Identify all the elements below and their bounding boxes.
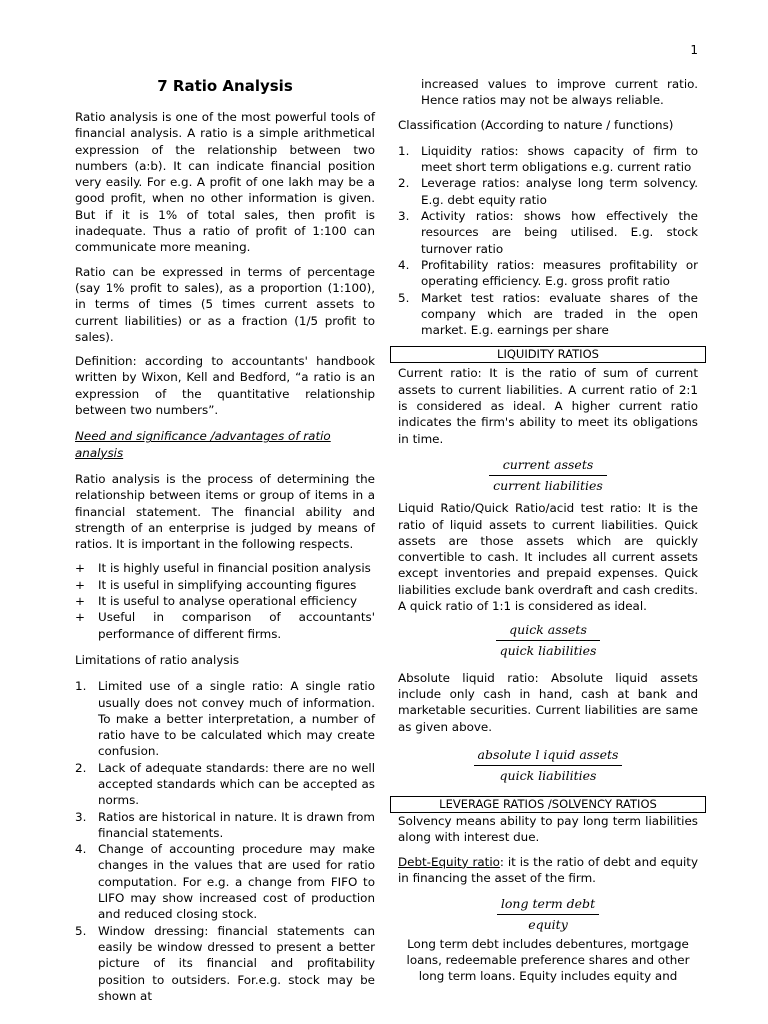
- list-item: 3. Activity ratios: shows how effectively the resources are being utilised. E.g. stock turnover ratio: [398, 209, 698, 256]
- plus-bullet-icon: +: [75, 577, 85, 592]
- intro-paragraph-1: Ratio analysis is one of the most powerful tools of financial analysis. A ratio is a simple arithmetical expression of the relationship between two numbers (a:b). It can indicate financial position very easily. For e.g. A profit of one lakh may be a good profit, when no other information is given. But if it is 1% of total sales, then profit is inadequate. Thus a ratio of profit of 1:100 can communicate more meaning.: [75, 110, 375, 255]
- list-item: 2. Lack of adequate standards: there are no well accepted standards which can be accepted as norms.: [75, 760, 375, 808]
- definition-paragraph: Definition: according to accountants' handbook written by Wixon, Kell and Bedford, “a ratio is an expression of the quantitative relationship between two numbers”.: [75, 354, 375, 418]
- classification-list: [398, 143, 698, 339]
- formula-numerator: long term debt: [497, 896, 599, 915]
- continuation-paragraph: increased values to improve current ratio. Hence ratios may not be always reliable.: [421, 77, 698, 108]
- list-item: 2. Leverage ratios: analyse long term solvency. E.g. debt equity ratio: [398, 176, 698, 207]
- advantages-list: [75, 560, 375, 641]
- debt-equity-label: Debt-Equity ratio: [398, 854, 500, 869]
- need-heading: Need and significance /advantages of ratio analysis: [75, 429, 331, 460]
- limitations-list: [75, 678, 375, 1004]
- formula-denominator: current liabilities: [493, 477, 603, 493]
- left-column: [75, 76, 375, 1012]
- solvency-paragraph: Solvency means ability to pay long term liabilities along with interest due.: [398, 814, 698, 845]
- quick-ratio-paragraph: Liquid Ratio/Quick Ratio/acid test ratio: It is the ratio of liquid assets to current liabilities. Quick assets are those assets which are quickly convertible to cash. It includes all current assets except inventories and prepaid expenses. Quick liabilities exclude bank overdraft and cash credits. A quick ratio of 1:1 is considered as ideal.: [398, 501, 698, 614]
- list-item: 4. Profitability ratios: measures profitability or operating efficiency. E.g. gross profit ratio: [398, 257, 698, 289]
- absolute-ratio-formula: [398, 747, 698, 784]
- current-ratio-formula: [398, 457, 698, 494]
- formula-denominator: quick liabilities: [499, 767, 597, 783]
- quick-ratio-formula: [398, 622, 698, 659]
- page-title: 7 Ratio Analysis: [157, 77, 293, 95]
- current-ratio-paragraph: Current ratio: It is the ratio of sum of current assets to current liabilities. A current ratio of 2:1 is considered as ideal. A higher current ratio indicates the firm's ability to meet its obligations in time.: [398, 366, 698, 446]
- formula-denominator: quick liabilities: [499, 643, 597, 659]
- plus-bullet-icon: +: [75, 610, 85, 625]
- formula-numerator: absolute l iquid assets: [474, 747, 623, 766]
- liquidity-ratios-heading: LIQUIDITY RATIOS: [390, 346, 706, 363]
- list-item: + It is highly useful in financial position analysis: [75, 561, 371, 576]
- intro-paragraph-2: Ratio can be expressed in terms of percentage (say 1% profit to sales), as a proportion (1:100), in terms of times (5 times current assets to current liabilities) or as a fraction (1/5 profit to sales).: [75, 264, 375, 344]
- closing-paragraph: Long term debt includes debentures, mortgage loans, redeemable preference shares and other long term loans. Equity includes equity and: [406, 936, 690, 984]
- list-item: 4. Change of accounting procedure may make changes in the values that are used for ratio computation. For e.g. a change from FIFO to LIFO may show increased cost of production and reduced closing stock.: [75, 842, 375, 922]
- plus-bullet-icon: +: [75, 561, 85, 576]
- formula-denominator: equity: [528, 917, 568, 933]
- debt-equity-paragraph: Debt-Equity ratio: it is the ratio of debt and equity in financing the asset of the firm.: [398, 854, 698, 885]
- need-paragraph: Ratio analysis is the process of determining the relationship between items or group of items in a financial statement. The financial ability and strength of an enterprise is judged by means of ratios. It is important in the following respects.: [75, 471, 375, 552]
- page-number: 1: [690, 43, 698, 57]
- list-item: 1. Limited use of a single ratio: A single ratio usually does not convey much of information. To make a better interpretation, a number of ratio have to be calculated which may create confusion.: [75, 679, 375, 759]
- list-item: + Useful in comparison of accountants' performance of different firms.: [75, 610, 375, 641]
- limitations-heading: Limitations of ratio analysis: [75, 652, 240, 667]
- list-item: 5. Market test ratios: evaluate shares of the company which are traded in the open market. E.g. earnings per share: [398, 290, 698, 338]
- list-item: + It is useful in simplifying accounting figures: [75, 577, 357, 592]
- formula-numerator: quick assets: [496, 622, 601, 641]
- absolute-ratio-paragraph: Absolute liquid ratio: Absolute liquid assets include only cash in hand, cash at bank and marketable securities. Current liabilities are same as given above.: [398, 670, 698, 734]
- list-item: + It is useful to analyse operational efficiency: [75, 594, 358, 609]
- leverage-ratios-heading: LEVERAGE RATIOS /SOLVENCY RATIOS: [390, 796, 706, 813]
- classification-heading: Classification (According to nature / functions): [398, 117, 674, 132]
- list-item: 1. Liquidity ratios: shows capacity of firm to meet short term obligations e.g. current ratio: [398, 143, 698, 175]
- list-item: 3. Ratios are historical in nature. It is drawn from financial statements.: [75, 809, 375, 840]
- plus-bullet-icon: +: [75, 594, 85, 609]
- list-item: 5. Window dressing: financial statements can easily be window dressed to present a better picture of its financial and profitability position to outsiders. For.e.g. stock may be shown at: [75, 923, 375, 1003]
- debt-equity-formula: [398, 896, 698, 933]
- formula-numerator: current assets: [489, 457, 607, 476]
- right-column: [398, 76, 698, 992]
